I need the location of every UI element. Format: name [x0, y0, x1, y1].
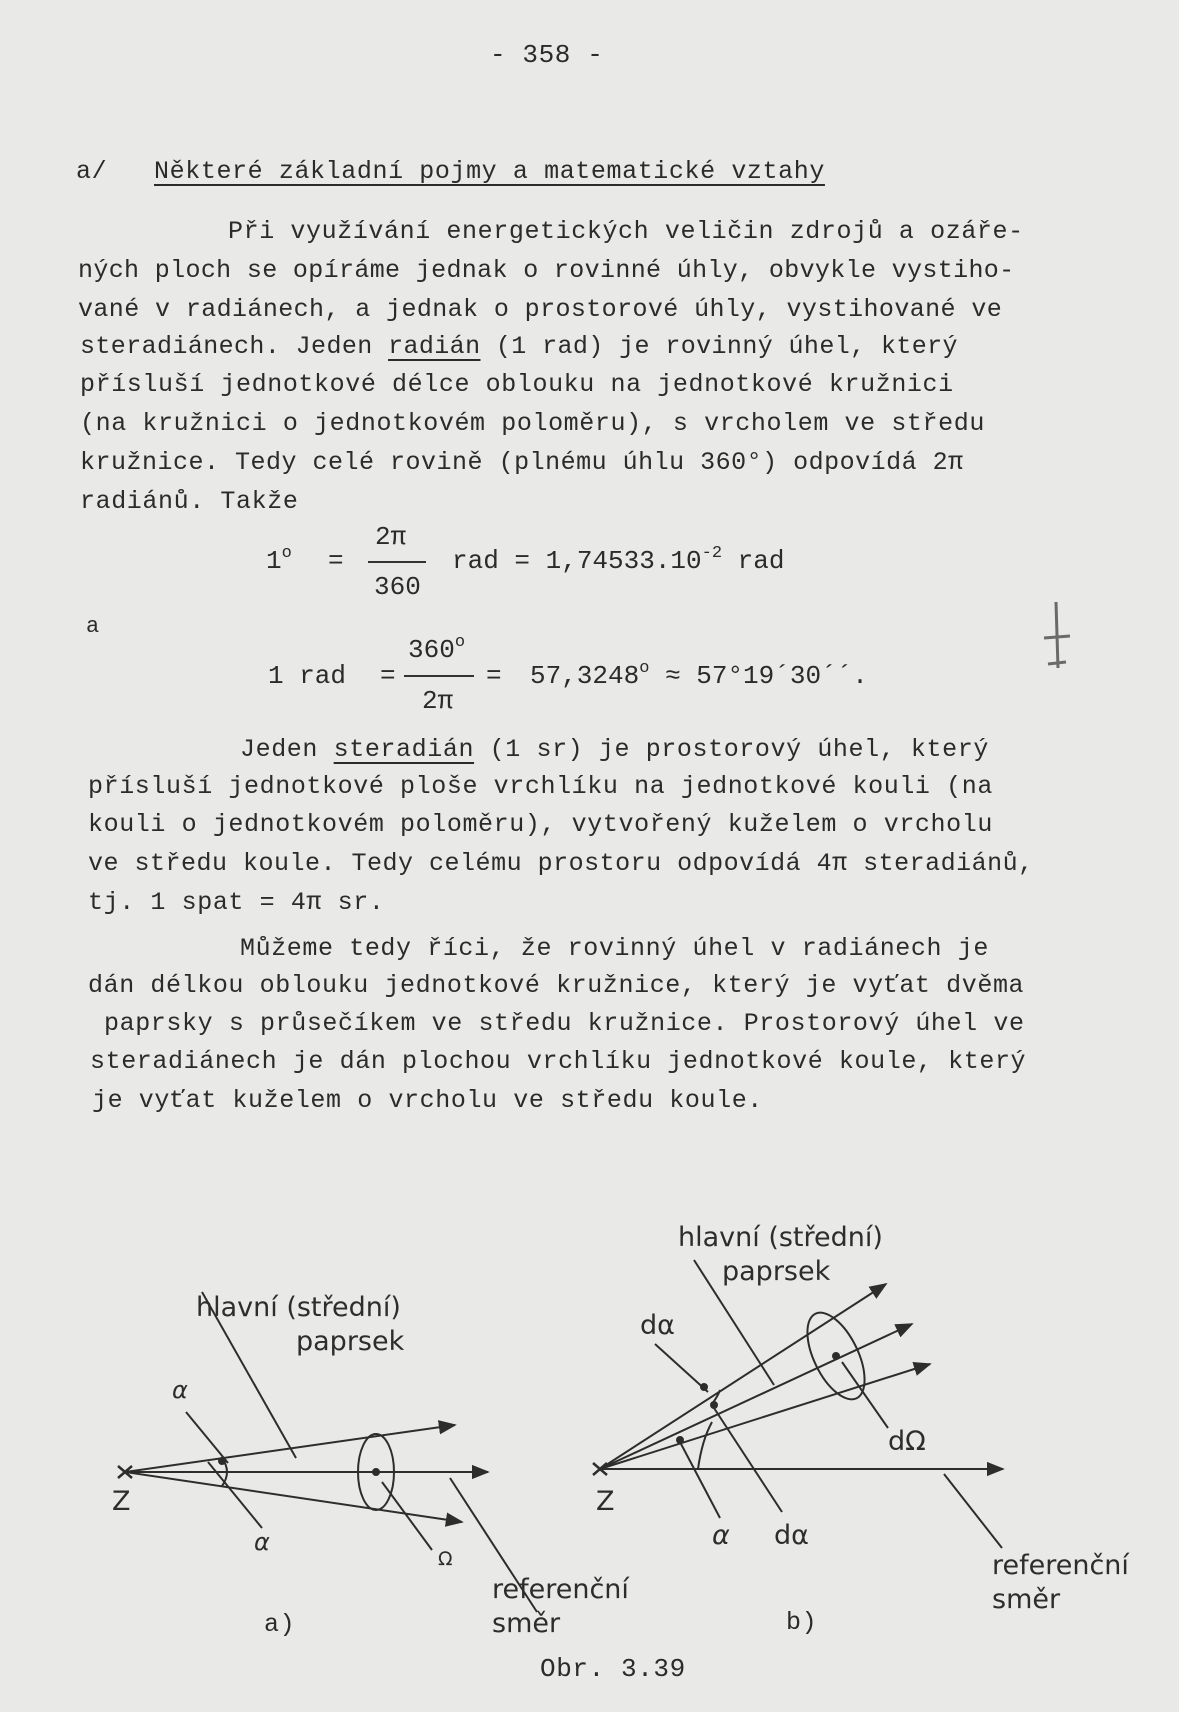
section-title: Některé základní pojmy a matematické vztahy [154, 157, 825, 186]
a-lower-ray [125, 1472, 462, 1522]
section-prefix: a/ [76, 157, 108, 186]
p1-line-4-c: (1 rad) je rovinný úhel, který [480, 332, 958, 361]
page-number: - 358 - [490, 40, 604, 70]
p2-line-4: ve středu koule. Tedy celému prostoru odpovídá 4π steradiánů, [88, 849, 1034, 878]
a-leader-alpha-top [186, 1412, 228, 1463]
eq1-lhs: 1$^o$ [266, 544, 292, 576]
b-dalpha-label: dα [774, 1520, 809, 1551]
diagram-b [593, 1260, 1003, 1548]
b-center-dot [833, 1353, 839, 1359]
p3-line-2: dán délkou oblouku jednotkové kružnice, který je vyťat dvěma [88, 971, 1025, 1000]
a-reference-label-1: referenční [492, 1574, 629, 1605]
b-reference-label-2: směr [992, 1584, 1061, 1615]
b-alpha-label: α [712, 1520, 730, 1551]
a-alpha-top-label: α [172, 1376, 188, 1404]
eq1-rhs: rad = $1,74533.10^{-2}$ rad [452, 544, 785, 576]
figure-caption: Obr. 3.39 [540, 1654, 686, 1684]
eq1-denominator: 360 [374, 572, 421, 602]
eq2-equals-2: = [486, 661, 502, 691]
eq2-denominator: 2π [422, 686, 454, 716]
a-center-dot [373, 1469, 379, 1475]
eq2-equals: = [380, 661, 396, 691]
p2-line-5: tj. 1 spat = 4π sr. [88, 888, 385, 917]
term-radian: radián [388, 332, 481, 361]
b-main-ray-label-2: paprsek [722, 1256, 831, 1287]
b-dot-1 [711, 1402, 717, 1408]
p3-line-1: Můžeme tedy říci, že rovinný úhel v radiánech je [240, 934, 989, 963]
p1-line-1: Při využívání energetických veličin zdrojů a ozáře- [228, 217, 1024, 246]
p1-line-6: (na kružnici o jednotkovém poloměru), s vrcholem ve středu [80, 409, 985, 438]
p2-line-1-a: Jeden [240, 735, 334, 764]
eq2-numerator: 360$^o$ [408, 633, 466, 665]
p1-line-5: přísluší jednotkové délce oblouku na jednotkové kružnici [80, 370, 954, 399]
b-caption: b) [786, 1608, 818, 1637]
b-origin-label: Z [596, 1486, 615, 1517]
p2-line-2: přísluší jednotkové ploše vrchlíku na jednotkové kouli (na [88, 772, 993, 801]
p3-line-4: steradiánech je dán plochou vrchlíku jednotkové koule, který [90, 1047, 1027, 1076]
p1-line-4-a: steradiánech. Jeden [80, 332, 389, 361]
b-domega-label: dΩ [888, 1426, 926, 1457]
b-leader-dalpha [714, 1408, 782, 1512]
eq1-numerator: 2π [375, 522, 407, 552]
p3-line-3: paprsky s průsečíkem ve středu kružnice. Prostorový úhel ve [104, 1009, 1025, 1038]
eq2-lhs: 1 rad [268, 661, 347, 691]
b-alpha-arc [698, 1422, 712, 1469]
a-main-ray-label-2: paprsek [296, 1326, 405, 1357]
b-leader-dalpha-top [655, 1344, 708, 1392]
eq2-rhs: 57,3248$^o$ ≈ 57°19´30´´. [530, 659, 868, 691]
eq1-equals: = [328, 546, 344, 576]
p1-line-3: vané v radiánech, a jednak o prostorové úhly, vystihované ve [78, 295, 1003, 324]
term-steradian: steradián [333, 735, 475, 764]
b-leader-reference [944, 1474, 1002, 1548]
a-reference-label-2: směr [492, 1608, 561, 1639]
a-alpha-bottom-label: α [254, 1528, 270, 1556]
conjunction-a: a [86, 614, 100, 639]
a-main-ray-label-1: hlavní (střední) [196, 1292, 401, 1323]
p2-line-3: kouli o jednotkovém poloměru), vytvořený kuželem o vrcholu [88, 810, 993, 839]
a-origin-label: Z [112, 1486, 131, 1517]
p3-line-5: je vyťat kuželem o vrcholu ve středu koule. [92, 1086, 763, 1115]
p1-line-7: kružnice. Tedy celé rovině (plnému úhlu 360°) odpovídá 2π [80, 448, 964, 477]
b-dalpha-top-label: dα [640, 1310, 675, 1341]
b-reference-label-1: referenční [992, 1550, 1129, 1581]
p2-line-1-c: (1 sr) je prostorový úhel, který [474, 735, 989, 764]
b-main-ray-label-1: hlavní (střední) [678, 1222, 883, 1253]
p1-line-2: ných ploch se opíráme jednak o rovinné úhly, obvykle vystiho- [78, 256, 1015, 285]
a-omega-label: Ω [438, 1548, 453, 1570]
p1-line-8: radiánů. Takže [80, 487, 299, 516]
a-caption: a) [264, 1610, 296, 1639]
